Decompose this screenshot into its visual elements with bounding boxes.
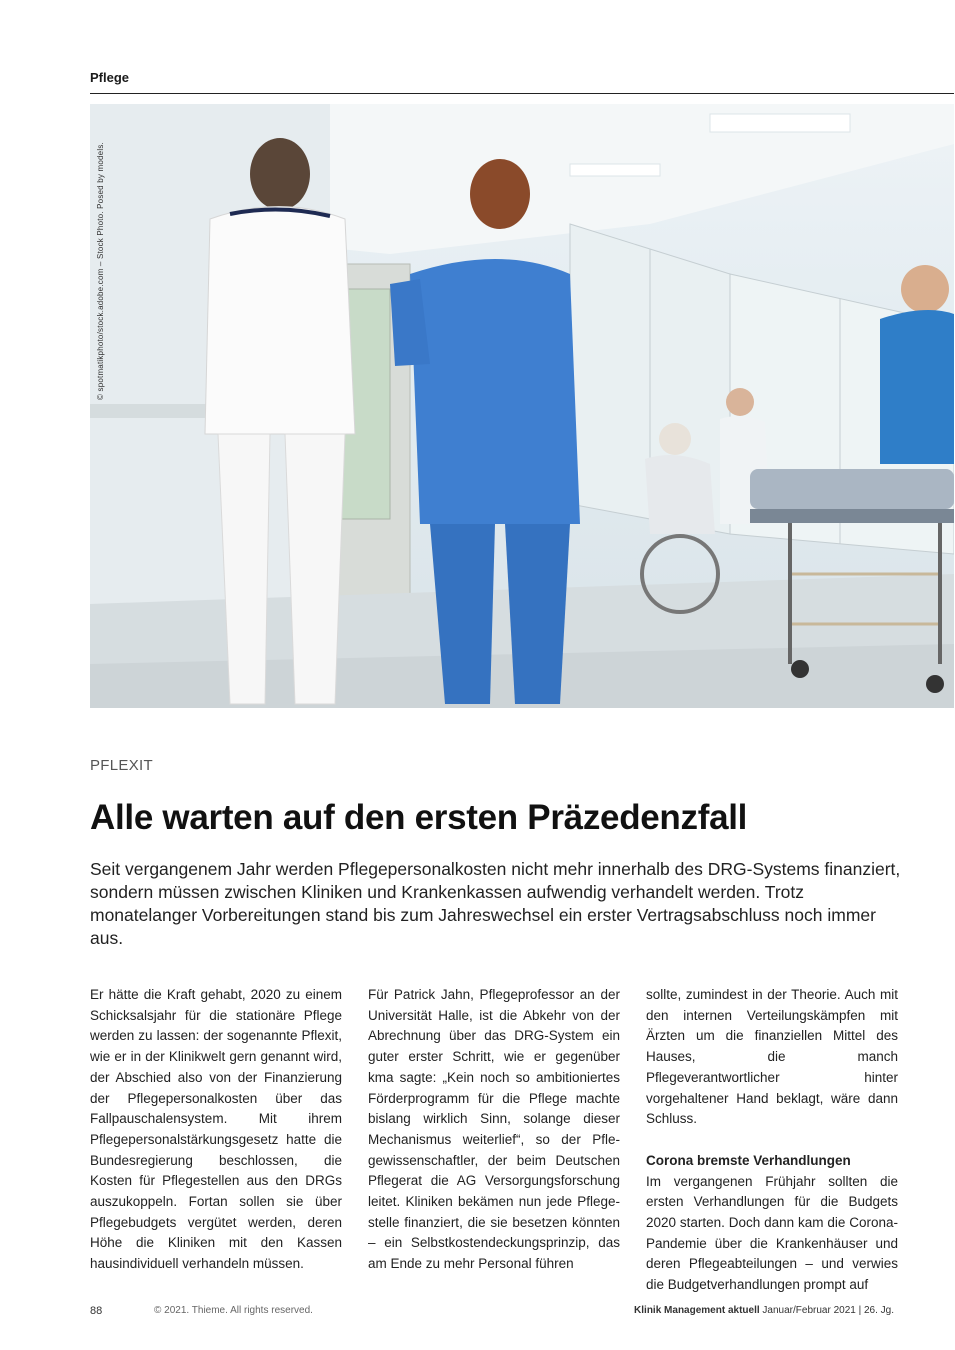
article-column-2: [368, 985, 620, 1275]
copyright-notice: © 2021. Thieme. All rights reserved.: [154, 1305, 313, 1316]
issue-info: Januar/Februar 2021 | 26. Jg.: [762, 1305, 894, 1316]
journal-name: Klinik Management aktuell: [634, 1305, 760, 1316]
subheading: Corona bremste Verhandlungen: [646, 1152, 851, 1168]
body-paragraph: Im vergangenen Frühjahr sollten die ersten Verhandlungen für die Budgets 2020 starten. Doch dann kam die Corona-Pandemie über die Krankenhäuser und deren Pflegeabteilungen – und verwies die Budgetverhandlungen prompt auf: [646, 1173, 898, 1293]
photo-credit: © spotmatikphoto/stock.adobe.com – Stock Photo. Posed by models.: [96, 142, 105, 400]
header-rule: [90, 93, 954, 94]
article-column-3: [646, 985, 898, 1296]
hero-photo: [90, 104, 954, 708]
article-lead: Seit vergangenem Jahr werden Pflegepersonalkosten nicht mehr innerhalb des DRG-Systems finanziert, sondern müssen zwischen Kliniken und Krankenkassen aufwendig verhandelt werden. Trotz monatelanger Vorbereitungen stand bis zum Jahreswechsel ein erster Vertragsabschluss noch immer aus.: [90, 859, 901, 948]
body-paragraph: Er hätte die Kraft gehabt, 2020 zu einem Schicksalsjahr für die stationäre Pflege werden zu lassen: der sogenannte Pflexit, wie er in der Klinikwelt gern genannt wird, der Abschied also von der Finanzierung der Pflegepersonalkosten über das Fallpauschalensystem. Mit ihrem Pflegepersonalstärkungsgesetz hatte die Bundesregierung beschlossen, die Kosten für Pflegestellen aus den DRGs auszukoppeln. Fortan sollen sie über Pflegebudgets vergütet werden, deren Höhe die Kliniken mit den Kassen hausindividuell verhandeln müssen.: [90, 987, 342, 1272]
body-paragraph: Für Patrick Jahn, Pflegeprofessor an der Universität Halle, ist die Abkehr von der Abrechnung über das DRG-System ein guter erster Schritt, wie er gegenüber kma sagte: „Kein noch so ambitioniertes Förderprogramm für die Pflege machte bislang wirklich Sinn, solange dieser Mechanismus weiterlief“, so der Pflegewissenschaftler, der beim Deutschen Pflegerat die AG Versorgungsforschung leitet. Kliniken bekämen nun jede Pflegestelle finanziert, die sie besetzen könnten – ein Selbstkostendeckungsprinzip, das am Ende zu mehr Personal führen: [368, 987, 620, 1272]
page-number: 88: [90, 1305, 103, 1317]
article-kicker: PFLEXIT: [90, 757, 153, 774]
article-title: Alle warten auf den ersten Präzedenzfall: [90, 798, 748, 837]
section-label: Pflege: [90, 70, 130, 85]
article-column-1: [90, 985, 342, 1275]
body-paragraph: sollte, zumindest in der Theorie. Auch mit den internen Verteilungskämpfen mit Ärzten um die finanziellen Mittel des Hauses, die manch Pflegeverantwortlicher hinter vorgehaltener Hand beklagt, wäre dann Schluss.: [646, 987, 898, 1127]
journal-info: [634, 1305, 894, 1316]
hospital-corridor-illustration: [90, 104, 954, 708]
